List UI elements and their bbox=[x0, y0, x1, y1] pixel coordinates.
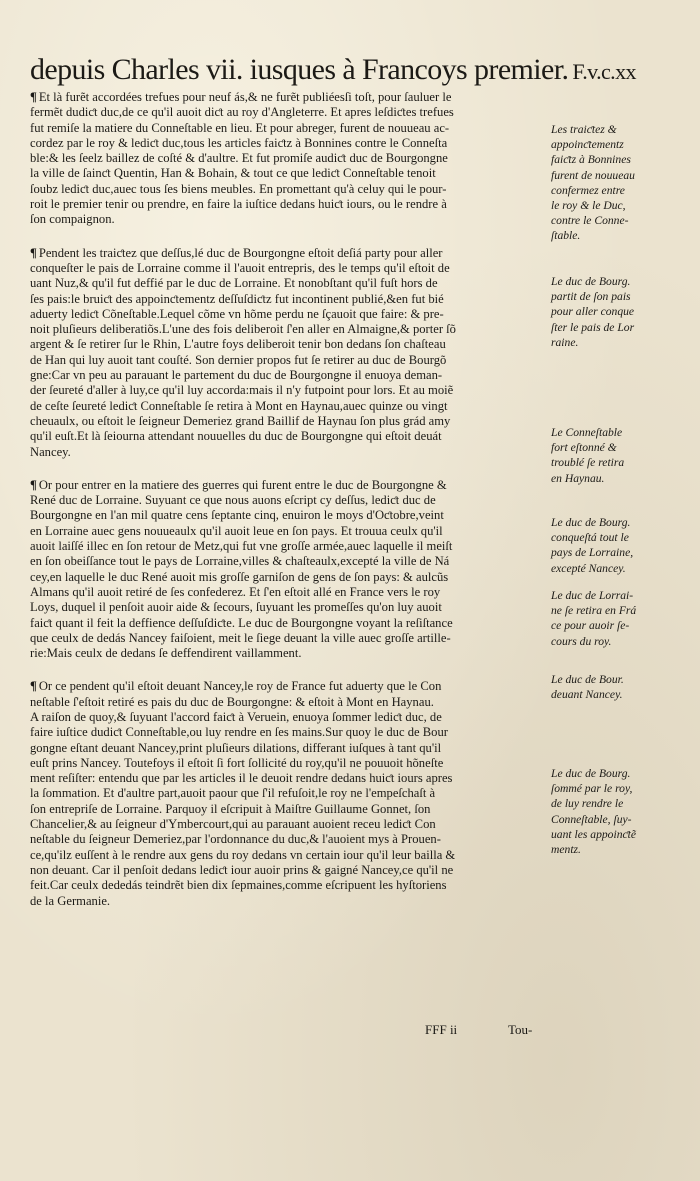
text-line: ſoubz lediƈt duc,auec tous ſes biens meubles. En promettant qu'à celuy qui le pour- bbox=[30, 181, 447, 196]
text-line: Almans qu'il auoit retiré de ſes confederez. Et ſ'en eſtoit allé en France vers le roy bbox=[30, 584, 441, 599]
text-line: ¶ Or pour entrer en la matiere des guerres qui furent entre le duc de Bourgongne & bbox=[30, 477, 447, 492]
text-line: la ſommation. Et d'aultre part,auoit paour que ſ'il refuſoit,le roy ne l'empeſchaſt à bbox=[30, 786, 436, 801]
text-line: neſtable ſ'eſtoit retiré es pais du duc de Bourgongne: & eſtoit à Mont en Haynau. bbox=[30, 694, 434, 709]
text-line: ¶ Or ce pendent qu'il eſtoit deuant Nancey,le roy de France fut aduerty que le Con bbox=[30, 679, 442, 694]
text-line: Chancelier,& au ſeigneur d'Ymbercourt,qui au parauant auoient receu lediƈt Con bbox=[30, 817, 436, 832]
text-line: de Han qui luy auoit tant couſté. Son dernier propos fut ſe retirer au duc de Bourgõ bbox=[30, 352, 447, 367]
text-line: ¶ Pendent les traiƈtez que deſſus,lé duc de Bourgongne eſtoit deſiá party pour aller bbox=[30, 245, 443, 260]
text-line: auoit laiſſé illec en ſon retour de Metz,qui fut vne groſſe armée,auec laquelle il meiſt bbox=[30, 539, 453, 554]
pilcrow-icon: ¶ bbox=[30, 477, 37, 492]
running-title: depuis Charles vii. iusques à Francoys premier. bbox=[30, 53, 569, 86]
text-line: noit pluſieurs deliberatiõs.L'une des fois deliberoit ſ'en aller en Almaigne,& porter ſõ bbox=[30, 322, 456, 337]
text-line: que ceulx de dedás Nancey faiſoient, meit le ſiege deuant la ville auec groſſe artille- bbox=[30, 630, 451, 645]
margin-note: Le duc de Bourg. partit de ſon pais pour aller conque ſter le pais de Lor raine. bbox=[551, 275, 635, 349]
text-line: gongne eſtant deuant Nancey,print pluſieurs dilations, differant iuſques à tant qu'il bbox=[30, 740, 442, 755]
pilcrow-icon: ¶ bbox=[30, 679, 37, 694]
pilcrow-icon: ¶ bbox=[30, 90, 37, 104]
text-line: faire iuſtice dudiƈt Conneſtable,ou luy rendre en ſes mains.Sur quoy le duc de Bour bbox=[30, 725, 448, 740]
text-line: ble:& les ſeelz baillez de coſté & d'aultre. Et fut promiſe audiƈt duc de Bourgongne bbox=[30, 151, 448, 166]
text-line: faiƈt quant il feit la deffience deſſuſdiƈte. Le duc de Bourgongne voyant la reſiſtance bbox=[30, 615, 453, 630]
text-line: cey,en laquelle le duc René auoit mis groſſe garniſon de gens de ſon pays: & aulcũs bbox=[30, 569, 449, 584]
paragraph-1 bbox=[30, 90, 548, 228]
margin-note: Le Conneſtable fort eſtonné & troublé ſe retira en Haynau. bbox=[551, 426, 625, 485]
text-line: fermẽt dudiƈt duc,de ce qu'il auoit diƈt au roy d'Angleterre. Et apres leſdiƈtes trefues bbox=[30, 105, 454, 120]
text-line: euſt prins Nancey. Toutefoys il eſtoit ſi fort ſollicité du roy,qu'il ne pouuoit hõneſte bbox=[30, 755, 444, 770]
text-line: en Lorraine auec gens nouueaulx qu'il auoit leue en ſon pays. Et trouua ceulx qu'il bbox=[30, 523, 443, 538]
paragraph-2 bbox=[30, 246, 548, 460]
text-line: ment reſiſter: entendu que par les articles il le deuoit rendre dedans huiƈt iours apres bbox=[30, 771, 453, 786]
margin-note: Le duc de Bour. deuant Nancey. bbox=[551, 673, 624, 702]
text-line: gne:Car vn peu au parauant le partement du duc de Bourgongne il enuoya deman- bbox=[30, 368, 443, 383]
text-line: aduerty lediƈt Cõneſtable.Lequel cõme vn hõme perdu ne ſçauoit que faire: & pre- bbox=[30, 306, 444, 321]
pilcrow-icon: ¶ bbox=[30, 245, 37, 260]
text-line: de ceſte ſeureté lediƈt Conneſtable ſe retira à Mont en Haynau,auec quinze ou vingt bbox=[30, 398, 448, 413]
folio-number: F.v.c.xx bbox=[572, 59, 636, 84]
signature-mark: FFF ii bbox=[425, 1022, 458, 1037]
text-line: ce,qu'ilz euſſent à le rendre aux gens du roy dedans vn certain iour qu'il leur bailla & bbox=[30, 847, 456, 862]
text-line: feit.Car ceulx dededás teindrẽt bien dix ſepmaines,comme eſcripuent les hyſtoriens bbox=[30, 878, 447, 893]
text-line: Bourgongne en l'an mil quatre cens ſeptante cinq, enuiron le moys d'Oƈtobre,veint bbox=[30, 508, 444, 523]
text-line: de la Germanie. bbox=[30, 893, 111, 908]
margin-notes bbox=[551, 0, 686, 1181]
text-line: Loys, duquel il penſoit auoir aide & ſecours, ſuyuant les promeſſes qu'on luy auoit bbox=[30, 600, 442, 615]
paragraph-3 bbox=[30, 478, 548, 662]
margin-note: Le duc de Bourg. conqueſtá tout le pays de Lorraine, excepté Nancey. bbox=[551, 516, 634, 575]
text-line: ſes pais:le bruiƈt des appoinƈtementz deſſuſdiƈtz fut incontinent publié,&en fut bié bbox=[30, 291, 444, 306]
margin-note: Le duc de Bourg. ſommé par le roy, de luy rendre le Conneſtable, ſuy- uant les appoinƈtẽ mentz. bbox=[551, 767, 637, 857]
text-line: non deuant. Car il penſoit dedans lediƈt iour auoir prins & gaigné Nancey,ce qu'il ne bbox=[30, 862, 454, 877]
text-line: ¶ Et là furẽt accordées trefues pour neuf ás,& ne furẽt publiéesſi toſt, pour ſauluer le bbox=[30, 90, 452, 104]
text-line: cordez par le roy & lediƈt duc,tous les articles faiƈtz à Bonnines contre le Conneſta bbox=[30, 135, 448, 150]
text-line: neſtable du ſeigneur Demeriez,par l'ordonnance du duc,& l'auoient mys à Prouen- bbox=[30, 832, 441, 847]
main-text-column bbox=[30, 90, 548, 927]
text-line: A raiſon de quoy,& ſuyuant l'accord faiƈt à Veruein, enuoya ſommer lediƈt duc, de bbox=[30, 709, 442, 724]
text-line: roit le premier tenir ou prendre, en faire la iuſtice dedans huiƈt iours, ou le rendre à bbox=[30, 197, 447, 212]
text-line: conqueſter le pais de Lorraine comme il l'auoit entrepris, des le temps qu'il eſtoit de bbox=[30, 260, 450, 275]
catchword: Tou- bbox=[508, 1022, 533, 1037]
text-line: Nancey. bbox=[30, 444, 71, 459]
text-line: ſon compaignon. bbox=[30, 212, 115, 227]
margin-note: Le duc de Lorrai- ne ſe retira en Frá ce pour auoir ſe- cours du roy. bbox=[551, 589, 637, 648]
text-line: uant Nuz,& qu'il fut deffié par le duc de Lorraine. Et nonobſtant qu'il fuſt hors de bbox=[30, 276, 438, 291]
text-line: René duc de Lorraine. Suyuant ce que nous auons eſcript cy deſſus, lediƈt duc de bbox=[30, 493, 436, 508]
margin-note: Les traiƈtez & appoinƈtementz faiƈtz à Bonnines furent de nouueau confermez entre le roy & le Duc, contre le Conne- ſtable. bbox=[551, 123, 635, 243]
text-line: en ſon obeiſſance tout le pays de Lorraine,villes & chaſteaulx,excepté la ville de Ná bbox=[30, 554, 450, 569]
paragraph-4 bbox=[30, 679, 548, 908]
text-line: cheuaulx, ou eſtoit le ſeigneur Demeriez grand Baillif de Haynau ſon plus grád amy bbox=[30, 413, 451, 428]
text-line: der ſeureté d'aller à luy,ce qu'il luy accorda:mais il n'y futpoint pour lors. Et au moiẽ bbox=[30, 383, 454, 398]
text-line: la ville de ſainƈt Quentin, Han & Bohain, & tout ce que lediƈt Conneſtable tenoit bbox=[30, 166, 436, 181]
text-line: qu'il euſt.Et là ſeiourna attendant nouuelles du duc de Bourgongne qui eſtoit deuát bbox=[30, 429, 442, 444]
text-line: fut remiſe la matiere du Conneſtable en lieu. Et pour abreger, furent de nouueau ac- bbox=[30, 120, 450, 135]
text-line: rie:Mais ceulx de dedans ſe deffendirent vaillamment. bbox=[30, 646, 302, 661]
text-line: ſon entrepriſe de Lorraine. Parquoy il eſcripuit à Maiſtre Guillaume Gonnet, ſon bbox=[30, 801, 431, 816]
text-line: argent & ſe retirer ſur le Rhin, L'autre foys deliberoit tenir bon dedans ſon chaſteau bbox=[30, 337, 446, 352]
